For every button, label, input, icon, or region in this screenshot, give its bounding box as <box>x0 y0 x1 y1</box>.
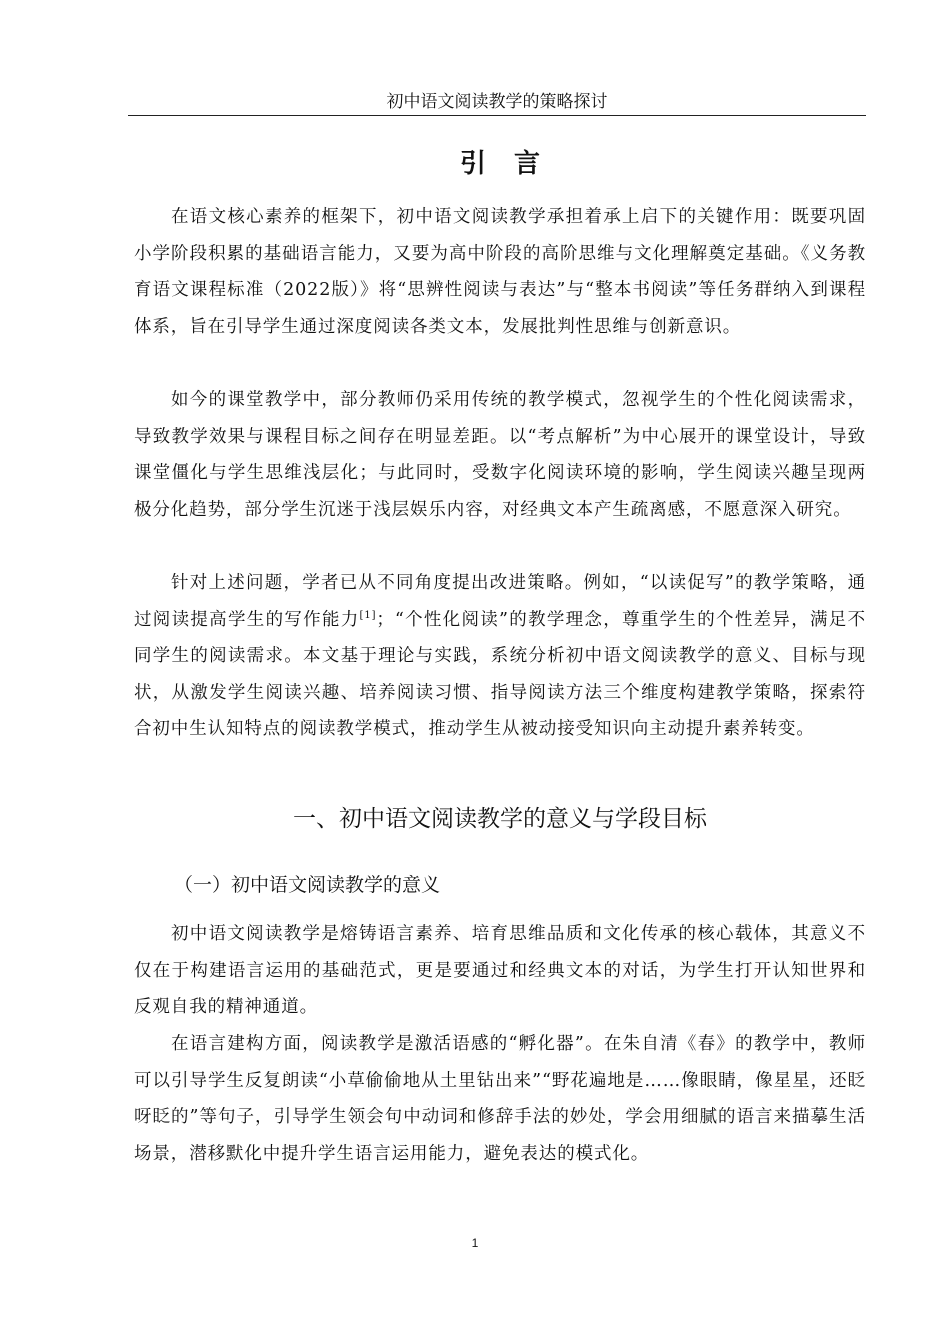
section-1-heading: 一、初中语文阅读教学的意义与学段目标 <box>293 806 707 832</box>
intro-paragraph-3 <box>134 565 866 748</box>
intro-paragraph-1: 在语文核心素养的框架下，初中语文阅读教学承担着承上启下的关键作用：既要巩固小学阶段积累的基础语言能力，又要为高中阶段的高阶思维与文化理解奠定基础。《义务教育语文课程标准（2022版）》将“思辨性阅读与表达”与“整本书阅读”等任务群纳入到课程体系，旨在引导学生通过深度阅读各类文本，发展批判性思维与创新意识。 <box>134 207 866 337</box>
page-number: 1 <box>471 1236 479 1250</box>
running-header: 初中语文阅读教学的策略探讨 <box>386 92 608 112</box>
intro-paragraph-2: 如今的课堂教学中，部分教师仍采用传统的教学模式，忽视学生的个性化阅读需求，导致教学效果与课程目标之间存在明显差距。以“考点解析”为中心展开的课堂设计，导致课堂僵化与学生思维浅层化；与此同时，受数字化阅读环境的影响，学生阅读兴趣呈现两极分化趋势，部分学生沉迷于浅层娱乐内容，对经典文本产生疏离感，不愿意深入研究。 <box>134 390 866 520</box>
intro-paragraph-3-text-b: ；“个性化阅读”的教学理念，尊重学生的个性差异，满足不同学生的阅读需求。本文基于理论与实践，系统分析初中语文阅读教学的意义、目标与现状，从激发学生阅读兴趣、培养阅读习惯、指导阅读方法三个维度构建教学策略，探索符合初中生认知特点的阅读教学模式，推动学生从被动接受知识向主动提升素养转变。 <box>134 609 866 739</box>
header-rule <box>128 115 866 116</box>
intro-paragraph-3-text-a: 针对上述问题，学者已从不同角度提出改进策略。例如，“以读促写”的教学策略，通过阅读提高学生的写作能力 <box>134 573 866 630</box>
citation-reference: [1] <box>359 609 377 621</box>
section-1-paragraph-1: 初中语文阅读教学是熔铸语言素养、培育思维品质和文化传承的核心载体，其意义不仅在于构建语言运用的基础范式，更是要通过和经典文本的对话，为学生打开认知世界和反观自我的精神通道。 <box>134 924 866 1017</box>
subsection-1-heading: （一）初中语文阅读教学的意义 <box>174 874 441 896</box>
intro-heading: 引言 <box>459 149 568 179</box>
section-1-paragraph-2: 在语言建构方面，阅读教学是激活语感的“孵化器”。在朱自清《春》的教学中，教师可以引导学生反复朗读“小草偷偷地从土里钻出来”“野花遍地是……像眼睛，像星星，还眨呀眨的”等句子，引导学生领会句中动词和修辞手法的妙处，学会用细腻的语言来描摹生活场景，潜移默化中提升学生语言运用能力，避免表达的模式化。 <box>134 1034 866 1164</box>
